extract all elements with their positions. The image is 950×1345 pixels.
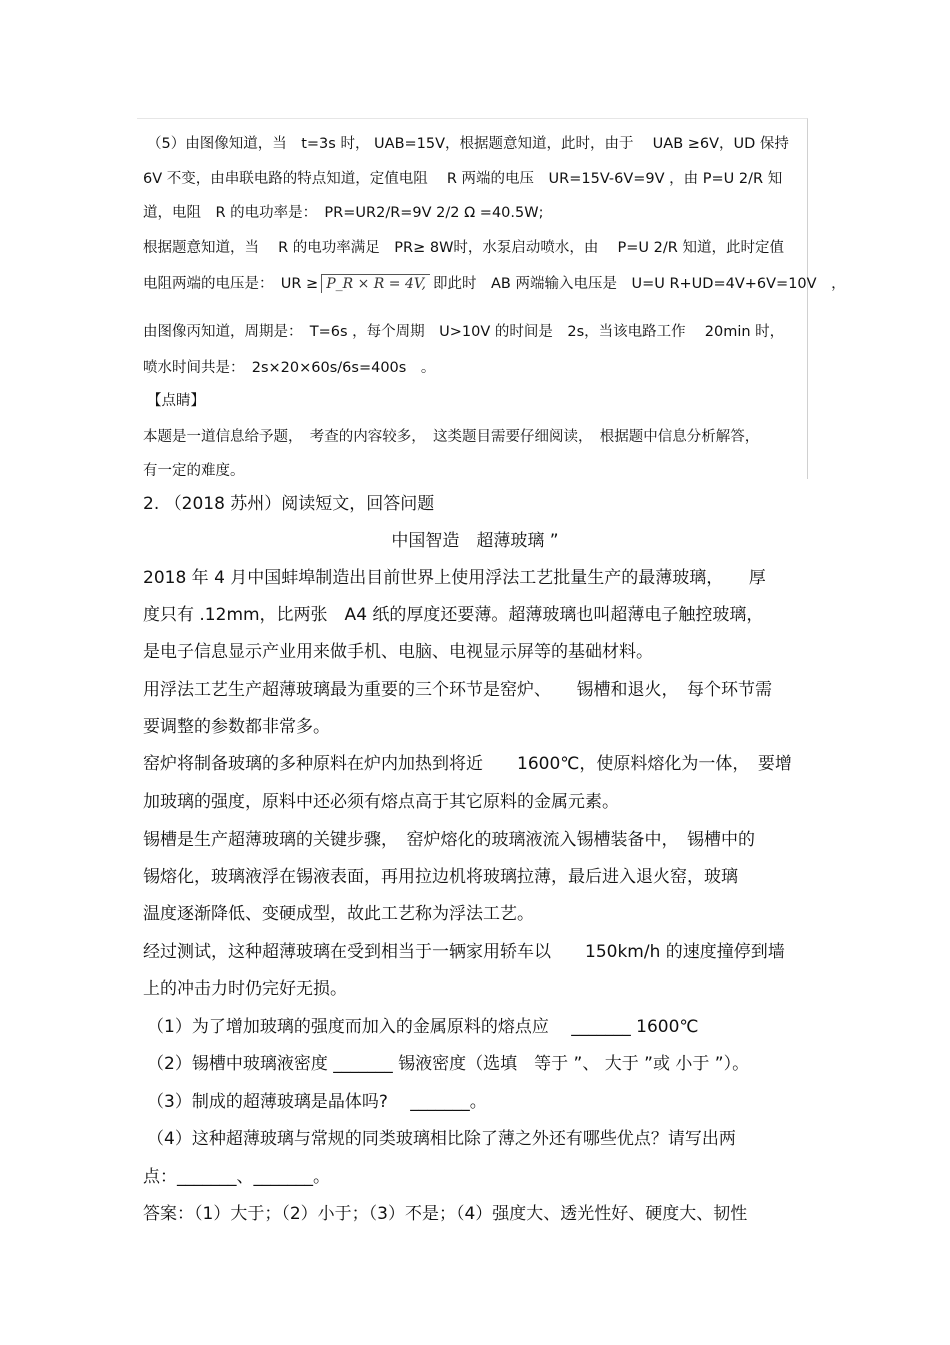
para-5a: 经过测试，这种超薄玻璃在受到相当于一辆家用轿车以 150km/h 的速度撞停到墙 (143, 942, 785, 962)
tip-line-1: 本题是一道信息给予题， 考查的内容较多， 这类题目需要仔细阅读， 根据题中信息分析解答， (143, 429, 760, 445)
para-1b: 度只有 .12mm，比两张 A4 纸的厚度还要薄。超薄玻璃也叫超薄电子触控玻璃， (143, 605, 764, 625)
question-header: 2. （2018 苏州）阅读短文，回答问题 (143, 494, 435, 514)
answer-line: 答案：（1）大于；（2）小于；（3）不是；（4）强度大、透光性好、硬度大、韧性 (143, 1204, 748, 1224)
question-1: （1）为了增加玻璃的强度而加入的金属原料的熔点应 _______ 1600℃ (147, 1017, 699, 1037)
question-4a: （4）这种超薄玻璃与常规的同类玻璃相比除了薄之外还有哪些优点？请写出两 (147, 1129, 736, 1149)
para-4b: 锡熔化，玻璃液浮在锡液表面，再用拉边机将玻璃拉薄，最后进入退火窑，玻璃 (143, 867, 738, 887)
para-1a: 2018 年 4 月中国蚌埠制造出目前世界上使用浮法工艺批量生产的最薄玻璃， 厚 (143, 568, 766, 588)
question-3: （3）制成的超薄玻璃是晶体吗? _______。 (147, 1092, 487, 1112)
solution-line-7: 喷水时间共是： 2s×20×60s/6s=400s 。 (143, 360, 436, 376)
question-2: （2）锡槽中玻璃液密度 _______ 锡液密度（选填 等于 ”、 大于 ”或 小于 ”）。 (147, 1054, 750, 1074)
solution-line-1: （5）由图像知道，当 t=3s 时， UAB=15V，根据题意知道，此时，由于 UAB ≥6V，UD 保持 (147, 136, 789, 152)
solution-line-6: 由图像丙知道，周期是： T=6s ，每个周期 U>10V 的时间是 2s，当该电路工作 20min 时， (143, 324, 785, 340)
solution-line-2: 6V 不变，由串联电路的特点知道，定值电阻 R 两端的电压 UR=15V-6V=9V ，由 P=U 2/R 知 (143, 171, 783, 187)
para-4c: 温度逐渐降低、变硬成型，故此工艺称为浮法工艺。 (143, 904, 534, 924)
question-4b: 点：_______、_______。 (143, 1167, 330, 1187)
solution-line-5b: 即此时 AB 两端输入电压是 U=U R+UD=4V+6V=10V ， (433, 276, 846, 292)
para-2a: 用浮法工艺生产超薄玻璃最为重要的三个环节是窑炉、 锡槽和退火， 每个环节需 (143, 680, 772, 700)
article-title: 中国智造 超薄玻璃 ” (391, 531, 559, 551)
para-5b: 上的冲击力时仍完好无损。 (143, 979, 347, 999)
formula-image: P_R × R = 4V, (321, 274, 430, 293)
para-2b: 要调整的参数都非常多。 (143, 717, 330, 737)
solution-line-5 (143, 272, 846, 293)
para-3a: 窑炉将制备玻璃的多种原料在炉内加热到将近 1600℃，使原料熔化为一体， 要增 (143, 754, 792, 774)
para-1c: 是电子信息显示产业用来做手机、电脑、电视显示屏等的基础材料。 (143, 642, 653, 662)
para-3b: 加玻璃的强度，原料中还必须有熔点高于其它原料的金属元素。 (143, 792, 619, 812)
solution-line-4: 根据题意知道，当 R 的电功率满足 PR≥ 8W时，水泵启动喷水，由 P=U 2/R 知道，此时定值 (143, 240, 784, 256)
tip-heading: 【点睛】 (147, 393, 205, 409)
tip-line-2: 有一定的难度。 (143, 463, 245, 479)
solution-line-3: 道，电阻 R 的电功率是： PR=UR2/R=9V 2/2 Ω =40.5W; (143, 205, 544, 221)
solution-line-5a: 电阻两端的电压是： UR ≥ (143, 276, 319, 292)
para-4a: 锡槽是生产超薄玻璃的关键步骤， 窑炉熔化的玻璃液流入锡槽装备中， 锡槽中的 (143, 830, 755, 850)
